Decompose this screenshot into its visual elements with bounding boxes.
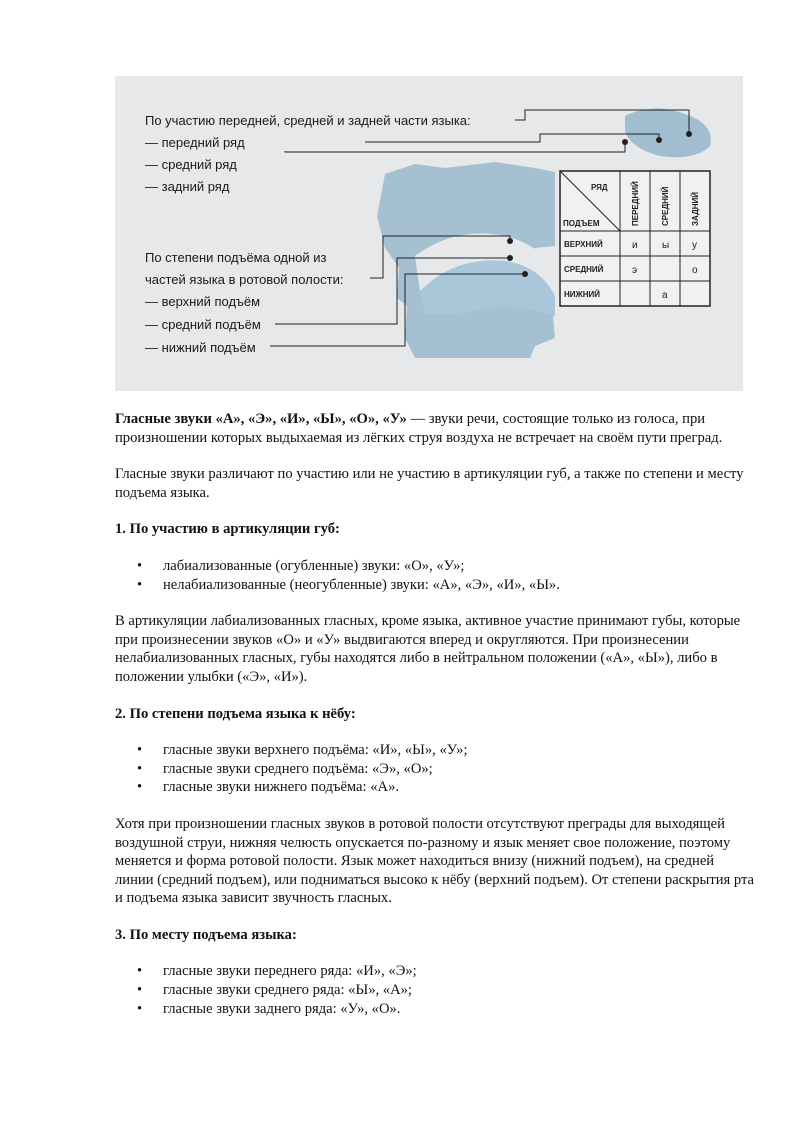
section-heading: 3. По месту подъема языка: <box>115 926 297 943</box>
paragraph: В артикуляции лабиализованных гласных, кроме языка, активное участие принимают губы, которые при произнесении звуков «О» и «У» выдвигаются вперед и округляются. При произнесении нелабиализованных гласных, губы находятся либо в нейтральном положении («А», «Ы»), либо в положении улыбки («Э», «И»). <box>115 613 741 685</box>
vowel-table <box>560 171 710 306</box>
section-heading: 2. По степени подъема языка к нёбу: <box>115 705 356 722</box>
list-item: • нелабиализованные (неогубленные) звуки: «А», «Э», «И», «Ы». <box>137 576 755 595</box>
table-corner-bottom: ПОДЪЕМ <box>563 219 600 228</box>
bullet-list <box>115 557 755 594</box>
figure-row-item: — средний ряд <box>145 157 237 172</box>
list-item: • лабиализованные (огубленные) звуки: «О», «У»; <box>137 557 755 576</box>
table-col-mid: СРЕДНИЙ <box>661 186 670 226</box>
figure-rise-title: По степени подъёма одной из <box>145 250 327 265</box>
list-item: • гласные звуки верхнего подъёма: «И», «Ы», «У»; <box>137 741 755 760</box>
table-cell: о <box>692 265 698 276</box>
table-cell: и <box>632 240 638 251</box>
figure-row-item: — задний ряд <box>145 179 230 194</box>
row-dot-mid <box>656 137 662 143</box>
bullet-list <box>115 741 755 797</box>
figure-rise-item: — средний подъём <box>145 317 261 332</box>
table-cell: э <box>632 265 638 276</box>
figure-rise-item: — верхний подъём <box>145 294 261 309</box>
intro-paragraph <box>115 410 755 447</box>
list-item: • гласные звуки среднего подъёма: «Э», «О»; <box>137 760 755 779</box>
paragraph: Хотя при произношении гласных звуков в ротовой полости отсутствуют преграды для выходящей воздушной струи, нижняя челюсть опускается по-разному и язык меняет свое положение, поэтому меняется и форма ротовой полости. Язык может находиться внизу (нижний подъем), на средней линии (средний подъем), или подниматься высоко к нёбу (верхний подъем). От степени раскрытия рта и подъема языка зависит звучность гласных. <box>115 815 755 907</box>
figure-row-item: — передний ряд <box>145 135 245 150</box>
paragraph: Гласные звуки различают по участию или не участию в артикуляции губ, а также по степени и месту подъема языка. <box>115 466 744 501</box>
table-row-mid: СРЕДНИЙ <box>564 265 604 274</box>
rise-dot-top <box>507 238 513 244</box>
list-item: • гласные звуки заднего ряда: «У», «О». <box>137 1000 755 1019</box>
table-row-top: ВЕРХНИЙ <box>564 240 603 249</box>
list-item: • гласные звуки переднего ряда: «И», «Э»; <box>137 962 755 981</box>
vowel-articulation-figure <box>115 76 743 391</box>
nose-blob <box>625 109 711 158</box>
article-body <box>115 410 755 1018</box>
list-item: • гласные звуки среднего ряда: «Ы», «А»; <box>137 981 755 1000</box>
rise-dot-low <box>522 271 528 277</box>
figure-row-title: По участию передней, средней и задней части языка: <box>145 113 471 128</box>
table-corner-top: РЯД <box>591 183 608 192</box>
row-dot-back <box>686 131 692 137</box>
bullet-list <box>115 962 755 1018</box>
table-cell: а <box>662 290 668 301</box>
section-heading: 1. По участию в артикуляции губ: <box>115 521 340 538</box>
table-col-front: ПЕРЕДНИЙ <box>631 181 640 226</box>
figure-rise-item: — нижний подъём <box>145 340 256 355</box>
table-cell: у <box>692 240 697 251</box>
intro-text: — звуки речи, состоящие только из голоса, при произношении которых выдыхаемая из лёгких струя воздуха не встречает на своём пути преград. <box>115 411 723 446</box>
row-dot-front <box>622 139 628 145</box>
figure-svg <box>115 76 743 391</box>
intro-bold: Гласные звуки «А», «Э», «И», «Ы», «О», «У» <box>115 411 407 427</box>
table-cell: ы <box>662 240 670 251</box>
figure-rise-title: частей языка в ротовой полости: <box>145 272 344 287</box>
table-row-low: НИЖНИЙ <box>564 290 601 299</box>
list-item: • гласные звуки нижнего подъёма: «А». <box>137 778 755 797</box>
table-col-back: ЗАДНИЙ <box>691 191 700 226</box>
rise-dot-mid <box>507 255 513 261</box>
